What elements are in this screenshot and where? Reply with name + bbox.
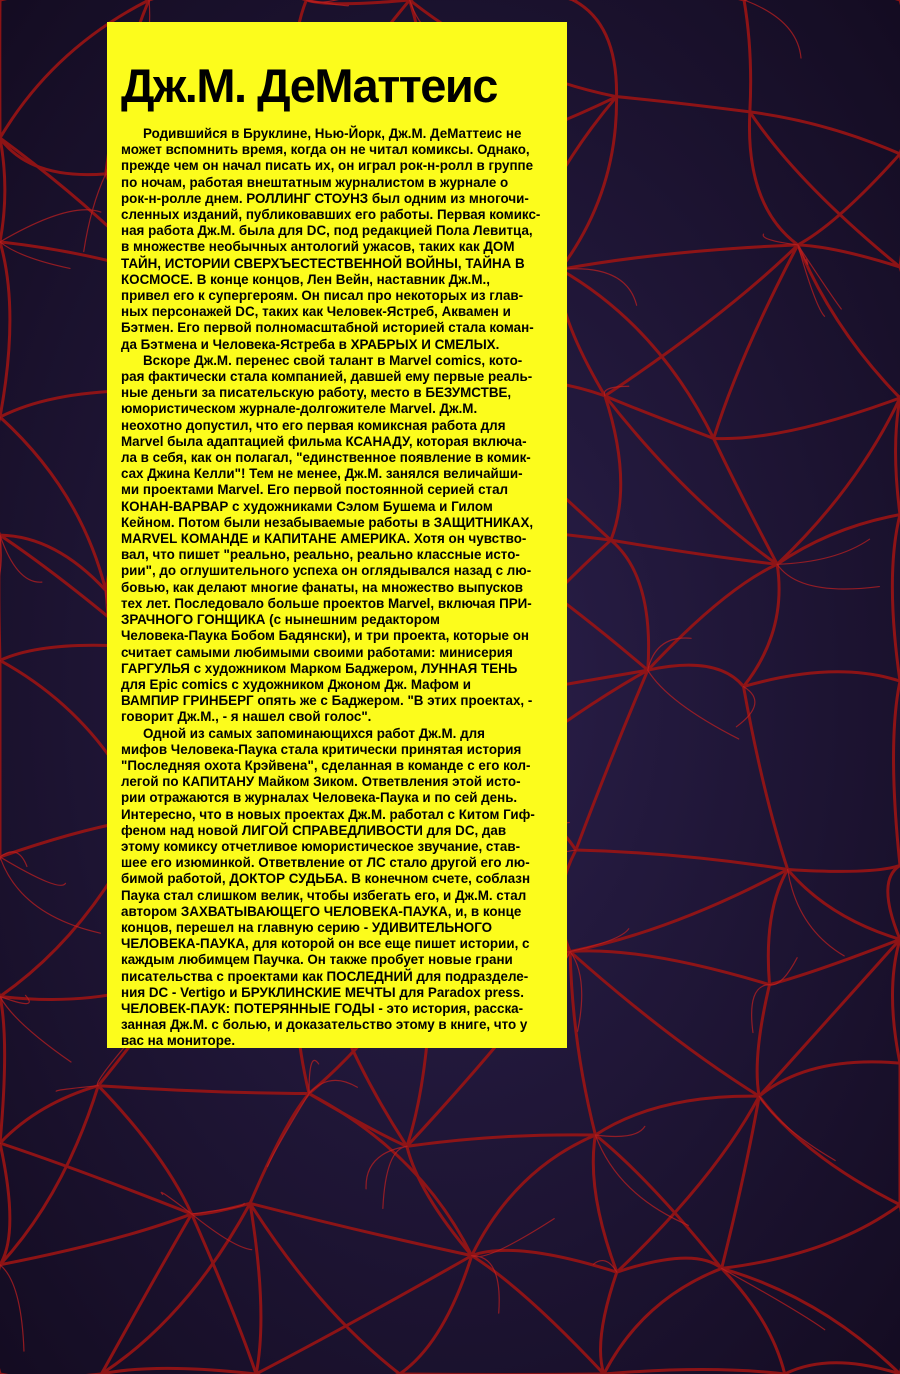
article-line: прежде чем он начал писать их, он играл рок-н-ролл в группе	[121, 158, 534, 174]
article-line: тех лет. Последовало больше проектов Marvel, включая ПРИ-	[121, 595, 532, 611]
article-line: Бэтмен. Его первой полномасштабной историей стала коман-	[121, 320, 534, 336]
article-line: сах Джина Келли"! Тем не менее, Дж.М. занялся величайши-	[121, 466, 523, 482]
article-line: Родившийся в Бруклине, Нью-Йорк, Дж.М. ДеМаттеис не	[143, 126, 522, 141]
article-line: говорит Дж.М., - я нашел свой голос".	[121, 709, 372, 725]
article-line: привел его к супергероям. Он писал про некоторых из глав-	[121, 288, 524, 304]
article-line: неохотно допустил, что его первая комиксная работа для	[121, 417, 506, 433]
article-line: занная Дж.М. с болью, и доказательство этому в книге, что у	[121, 1017, 528, 1033]
article-line: Marvel была адаптацией фильма КСАНАДУ, которая включа-	[121, 433, 527, 449]
article-line: ные деньги за писательскую работу, место в БЕЗУМСТВЕ,	[121, 385, 512, 401]
article-line: ла в себя, как он полагал, "единственное появление в комик-	[121, 450, 531, 466]
article-line: рии отражаются в журналах Человека-Паука и по сей день.	[121, 790, 518, 806]
article-line: легой по КАПИТАНУ Майком Зиком. Ответвления этой исто-	[121, 774, 521, 790]
article-line: ГАРГУЛЬЯ с художником Марком Баджером, ЛУННАЯ ТЕНЬ	[121, 660, 518, 676]
article-line: MARVEL КОМАНДЕ и КАПИТАНЕ АМЕРИКА. Хотя он чувство-	[121, 531, 527, 547]
article-line: ЗРАЧНОГО ГОНЩИКА (с нынешним редактором	[121, 612, 440, 628]
article-body	[121, 126, 555, 1048]
article-line: да Бэтмена и Человека-Ястреба в ХРАБРЫХ И СМЕЛЫХ.	[121, 336, 500, 352]
article-line: юмористическом журнале-долгожителе Marvel. Дж.М.	[121, 401, 478, 417]
article-line: рии", до оглушительного успеха он оглядывался назад с лю-	[121, 563, 532, 579]
article-line: этому комиксу отчетливое юмористическое звучание, став-	[121, 838, 521, 854]
article-line: феном над новой ЛИГОЙ СПРАВЕДЛИВОСТИ для DC, дав	[121, 822, 507, 838]
text-panel	[107, 22, 567, 1048]
article-line: мифов Человека-Паука стала критически принятая история	[121, 741, 522, 757]
article-line: КОНАН-ВАРВАР с художниками Сэлом Бушема и Гилом	[121, 498, 493, 514]
article-line: КОСМОСЕ. В конце концов, Лен Вейн, наставник Дж.М.,	[121, 271, 490, 287]
article-line: "Последняя охота Крэйвена", сделанная в команде с его кол-	[121, 757, 531, 773]
article-line: бимой работой, ДОКТОР СУДЬБА. В конечном счете, соблазн	[121, 871, 531, 887]
article-line: ная работа Дж.М. была для DC, под редакцией Пола Левитца,	[121, 223, 533, 239]
article-line: ТАЙН, ИСТОРИИ СВЕРХЪЕСТЕСТВЕННОЙ ВОЙНЫ, ТАЙНА В	[121, 255, 525, 271]
article-line: считает самыми любимыми своими работами: минисерия	[121, 644, 513, 660]
article-line: в множестве необычных антологий ужасов, таких как ДОМ	[121, 239, 515, 255]
article-line: сленных изданий, публиковавших его работы. Первая комикс-	[121, 207, 541, 223]
article-line: Кейном. Потом были незабываемые работы в ЗАЩИТНИКАХ,	[121, 514, 534, 530]
article-line: ния DC - Vertigo и БРУКЛИНСКИЕ МЕЧТЫ для Paradox press.	[121, 984, 524, 1000]
article-line: Человека-Паука Бобом Бадянски), и три проекта, которые он	[121, 628, 529, 644]
article-line: ных персонажей DC, таких как Человек-Ястреб, Аквамен и	[121, 304, 511, 320]
article-line: ЧЕЛОВЕК-ПАУК: ПОТЕРЯННЫЕ ГОДЫ - это история, расска-	[121, 1000, 524, 1016]
article-line: ЧЕЛОВЕКА-ПАУКА, для которой он все еще пишет истории, с	[121, 936, 530, 952]
article-line: ВАМПИР ГРИНБЕРГ опять же с Баджером. "В этих проектах, -	[121, 693, 533, 709]
article-line: Интересно, что в новых проектах Дж.М. работал с Китом Гиф-	[121, 806, 535, 822]
article-line: концов, перешел на главную серию - УДИВИТЕЛЬНОГО	[121, 919, 493, 935]
article-line: вал, что пишет "реально, реально, реально классные исто-	[121, 547, 520, 563]
article-line: автором ЗАХВАТЫВАЮЩЕГО ЧЕЛОВЕКА-ПАУКА, и, в конце	[121, 903, 522, 919]
article-line: для Epic comics с художником Джоном Дж. Мафом и	[121, 676, 472, 692]
article-line: рок-н-ролле днем. РОЛЛИНГ СТОУНЗ был одним из многочи-	[121, 190, 529, 206]
article-line: вас на мониторе.	[121, 1033, 236, 1048]
article-line: может вспомнить время, когда он не читал комиксы. Однако,	[121, 142, 530, 158]
article-line: Вскоре Дж.М. перенес свой талант в Marvel comics, кото-	[143, 352, 523, 368]
article-line: бовью, как делают многие фанаты, на множество выпусков	[121, 579, 523, 595]
article-line: ми проектами Marvel. Его первой постоянной серией стал	[121, 482, 509, 498]
article-line: каждым любимцем Паучка. Он также пробует новые грани	[121, 952, 513, 968]
article-line: по ночам, работая внештатным журналистом в журнале о	[121, 174, 509, 190]
article-line: писательства с проектами как ПОСЛЕДНИЙ для подразделе-	[121, 968, 529, 984]
article-line: рая фактически стала компанией, давшей ему первые реаль-	[121, 369, 533, 385]
article-line: шее его изюминкой. Ответвление от ЛС стало другой его лю-	[121, 855, 530, 871]
article-line: Паука стал слишком велик, чтобы избегать его, и Дж.М. стал	[121, 887, 527, 903]
article-title: Дж.М. ДеМаттеис	[121, 59, 497, 112]
article-line: Одной из самых запоминающихся работ Дж.М. для	[143, 725, 485, 741]
